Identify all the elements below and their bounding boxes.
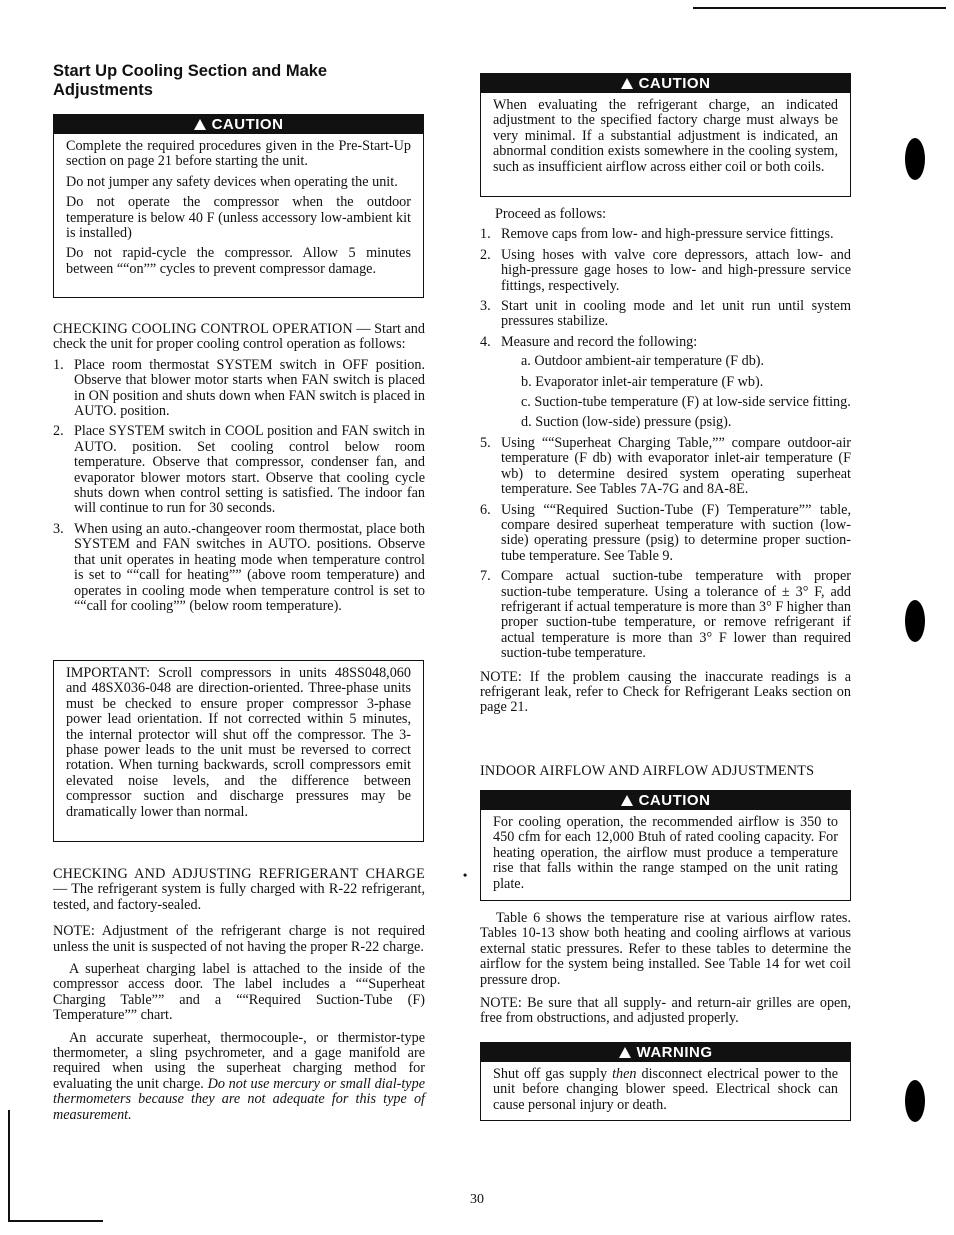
- warning-box: [480, 1042, 851, 1121]
- warning-triangle-icon: [621, 795, 633, 806]
- list-item: 1. Place room thermostat SYSTEM switch in OFF position. Observe that blower motor starts when FAN switch is placed in ON position and shuts down when FAN switch is placed in AUTO. position.: [53, 356, 425, 420]
- section-title: Start Up Cooling Section and Make Adjustments: [53, 62, 328, 99]
- list-item: c. Suction-tube temperature (F) at low-side service fitting.: [521, 394, 851, 411]
- airflow-heading: INDOOR AIRFLOW AND AIRFLOW ADJUSTMENTS: [480, 763, 815, 779]
- caution-text: For cooling operation, the recommended airflow is 350 to 450 cfm for each 12,000 Btuh of rated cooling capacity. For heating operation, the airflow must produce a temperature rise that falls within the range stamped on the unit rating plate.: [493, 814, 838, 892]
- list-item: d. Suction (low-side) pressure (psig).: [521, 414, 732, 431]
- margin-tick: •: [463, 868, 468, 882]
- warning-triangle-icon: [621, 78, 633, 89]
- checking-cooling-intro: CHECKING COOLING CONTROL OPERATION — Start and check the unit for proper cooling control operation as follows:: [53, 321, 425, 353]
- thermometer-paragraph: An accurate superheat, thermocouple-, or thermistor-type thermometer, a sling psychrometer, and a gage manifold are required when using the superheat charging method for evaluating the unit charge. Do not use mercury or small dial-type thermometers because they are not adequate for this type of measurement.: [53, 1029, 425, 1123]
- warning-header: WARNING: [481, 1043, 850, 1062]
- list-item: 1. Remove caps from low- and high-pressure service fittings.: [480, 226, 834, 243]
- caution-text: Do not jumper any safety devices when operating the unit.: [66, 173, 398, 190]
- list-item: 3. When using an auto.-changeover room thermostat, place both SYSTEM and FAN switches in AUTO. positions. Observe that unit operates in heating mode when temperature control is set to ““call for heating”” (above room temperature) and operates in cooling mode when temperature control is set to ““call for cooling”” (below room temperature).: [53, 520, 425, 614]
- caution-text: Do not operate the compressor when the outdoor temperature is below 40 F (unless accessory low-ambient kit is installed): [66, 194, 411, 242]
- airflow-paragraph: Table 6 shows the temperature rise at various airflow rates. Tables 10-13 show both heating and cooling airflows at various external static pressures. Refer to these tables to determine the airflow for the system being installed. See Table 14 for wet coil pressure drop.: [480, 910, 851, 988]
- checking-cooling-steps: [53, 358, 425, 615]
- caution-box-startup: [53, 114, 424, 298]
- list-item: 6. Using ““Required Suction-Tube (F) Temperature”” table, compare desired superheat temperature with suction (low-side) operating pressure (psig) to determine proper suction-tube temperature. See Table 9.: [480, 501, 851, 564]
- binder-hole-mark: [905, 138, 925, 180]
- airflow-section: [480, 911, 851, 1027]
- caution-header: CAUTION: [481, 791, 850, 810]
- refrigerant-note: NOTE: Adjustment of the refrigerant charge is not required unless the unit is suspected of not having the proper R-22 charge.: [53, 923, 425, 955]
- checking-cooling-section: [53, 322, 425, 619]
- caution-text: Do not rapid-cycle the compressor. Allow 5 minutes between ““on”” cycles to prevent compressor damage.: [66, 245, 411, 277]
- grilles-note: NOTE: Be sure that all supply- and return-air grilles are open, free from obstructions, and adjusted properly.: [480, 995, 851, 1027]
- corner-mark: [8, 1220, 103, 1222]
- caution-box-refrigerant: [480, 73, 851, 197]
- caution-header: CAUTION: [54, 115, 423, 134]
- list-item: 7. Compare actual suction-tube temperature with proper suction-tube temperature. Using a tolerance of ± 3° F, add refrigerant if actual temperature is more than 3° F higher than proper suction-tube temperature, or remove refrigerant if actual temperature is more than 3° F lower than required suction-tube temperature.: [480, 568, 851, 662]
- warning-text: Shut off gas supply then disconnect electrical power to the unit before changing blower speed. Electrical shock can cause personal injury or death.: [493, 1066, 838, 1113]
- measure-list: [501, 354, 851, 431]
- refrigerant-intro: CHECKING AND ADJUSTING REFRIGERANT CHARGE — The refrigerant system is fully charged with R-22 refrigerant, tested, and factory-sealed.: [53, 866, 425, 913]
- warning-triangle-icon: [194, 119, 206, 130]
- refrigerant-section: [53, 867, 425, 1123]
- important-text: IMPORTANT: Scroll compressors in units 48SS048,060 and 48SX036-048 are direction-oriented. Three-phase units must be checked to ensure proper compressor 3-phase power lead orientation. If not corrected within 5 minutes, the internal protector will shut off the compressor. The 3-phase power leads to the unit must be reversed to correct rotation. When turning backwards, scroll compressors emit elevated noise levels, and the difference between compressor suction and discharge pressures may be dramatically lower than normal.: [66, 665, 411, 820]
- top-rule: [693, 7, 946, 9]
- caution-text: Complete the required procedures given in the Pre-Start-Up section on page 21 before starting the unit.: [66, 138, 411, 170]
- list-item: 2. Using hoses with valve core depressors, attach low- and high-pressure gage hoses to low- and high-pressure service fittings, respectively.: [480, 246, 851, 294]
- caution-box-airflow: [480, 790, 851, 901]
- leak-note: NOTE: If the problem causing the inaccurate readings is a refrigerant leak, refer to Check for Refrigerant Leaks section on page 21.: [480, 668, 851, 716]
- list-item: 3. Start unit in cooling mode and let unit run until system pressures stabilize.: [480, 298, 851, 330]
- warning-triangle-icon: [619, 1047, 631, 1058]
- superheat-label-paragraph: A superheat charging label is attached to the inside of the compressor access door. The label includes a ““Superheat Charging Table”” and a ““Required Suction-Tube (F) Temperature”” chart.: [53, 961, 425, 1024]
- list-item: a. Outdoor ambient-air temperature (F db).: [521, 353, 765, 370]
- binder-hole-mark: [905, 600, 925, 642]
- list-item: 2. Place SYSTEM switch in COOL position and FAN switch in AUTO. position. Set cooling control below room temperature. Observe that compressor, condenser fan, and evaporator blower motors start. Observe that cooling cycle shuts down when control setting is satisfied. The indoor fan will continue to run for 30 seconds.: [53, 423, 425, 517]
- page-number: 30: [470, 1192, 484, 1207]
- important-box: [53, 660, 424, 842]
- caution-text: When evaluating the refrigerant charge, an indicated adjustment to the specified factory charge must always be very minimal. If a substantial adjustment is indicated, an abnormal condition exists somewhere in the cooling system, such as insufficient airflow across either coil or both coils.: [493, 97, 838, 175]
- proceed-intro: Proceed as follows:: [495, 206, 607, 222]
- proceed-steps: [480, 227, 851, 661]
- list-item: b. Evaporator inlet-air temperature (F wb).: [521, 373, 764, 390]
- list-item: 5. Using ““Superheat Charging Table,”” compare outdoor-air temperature (F db) with evaporator inlet-air temperature (F wb) to determine desired system operating superheat temperature. See Tables 7A-7G and 8A-8E.: [480, 434, 851, 498]
- list-item: 4. Measure and record the following: a. Outdoor ambient-air temperature (F db). b. Evaporator inlet-air temperature (F wb). c. Suction-tube temperature (F) at low-side service fitting. d. Suction (low-side) pressure (psig).: [480, 333, 851, 431]
- proceed-section: [480, 207, 851, 716]
- caution-header: CAUTION: [481, 74, 850, 93]
- binder-hole-mark: [905, 1080, 925, 1122]
